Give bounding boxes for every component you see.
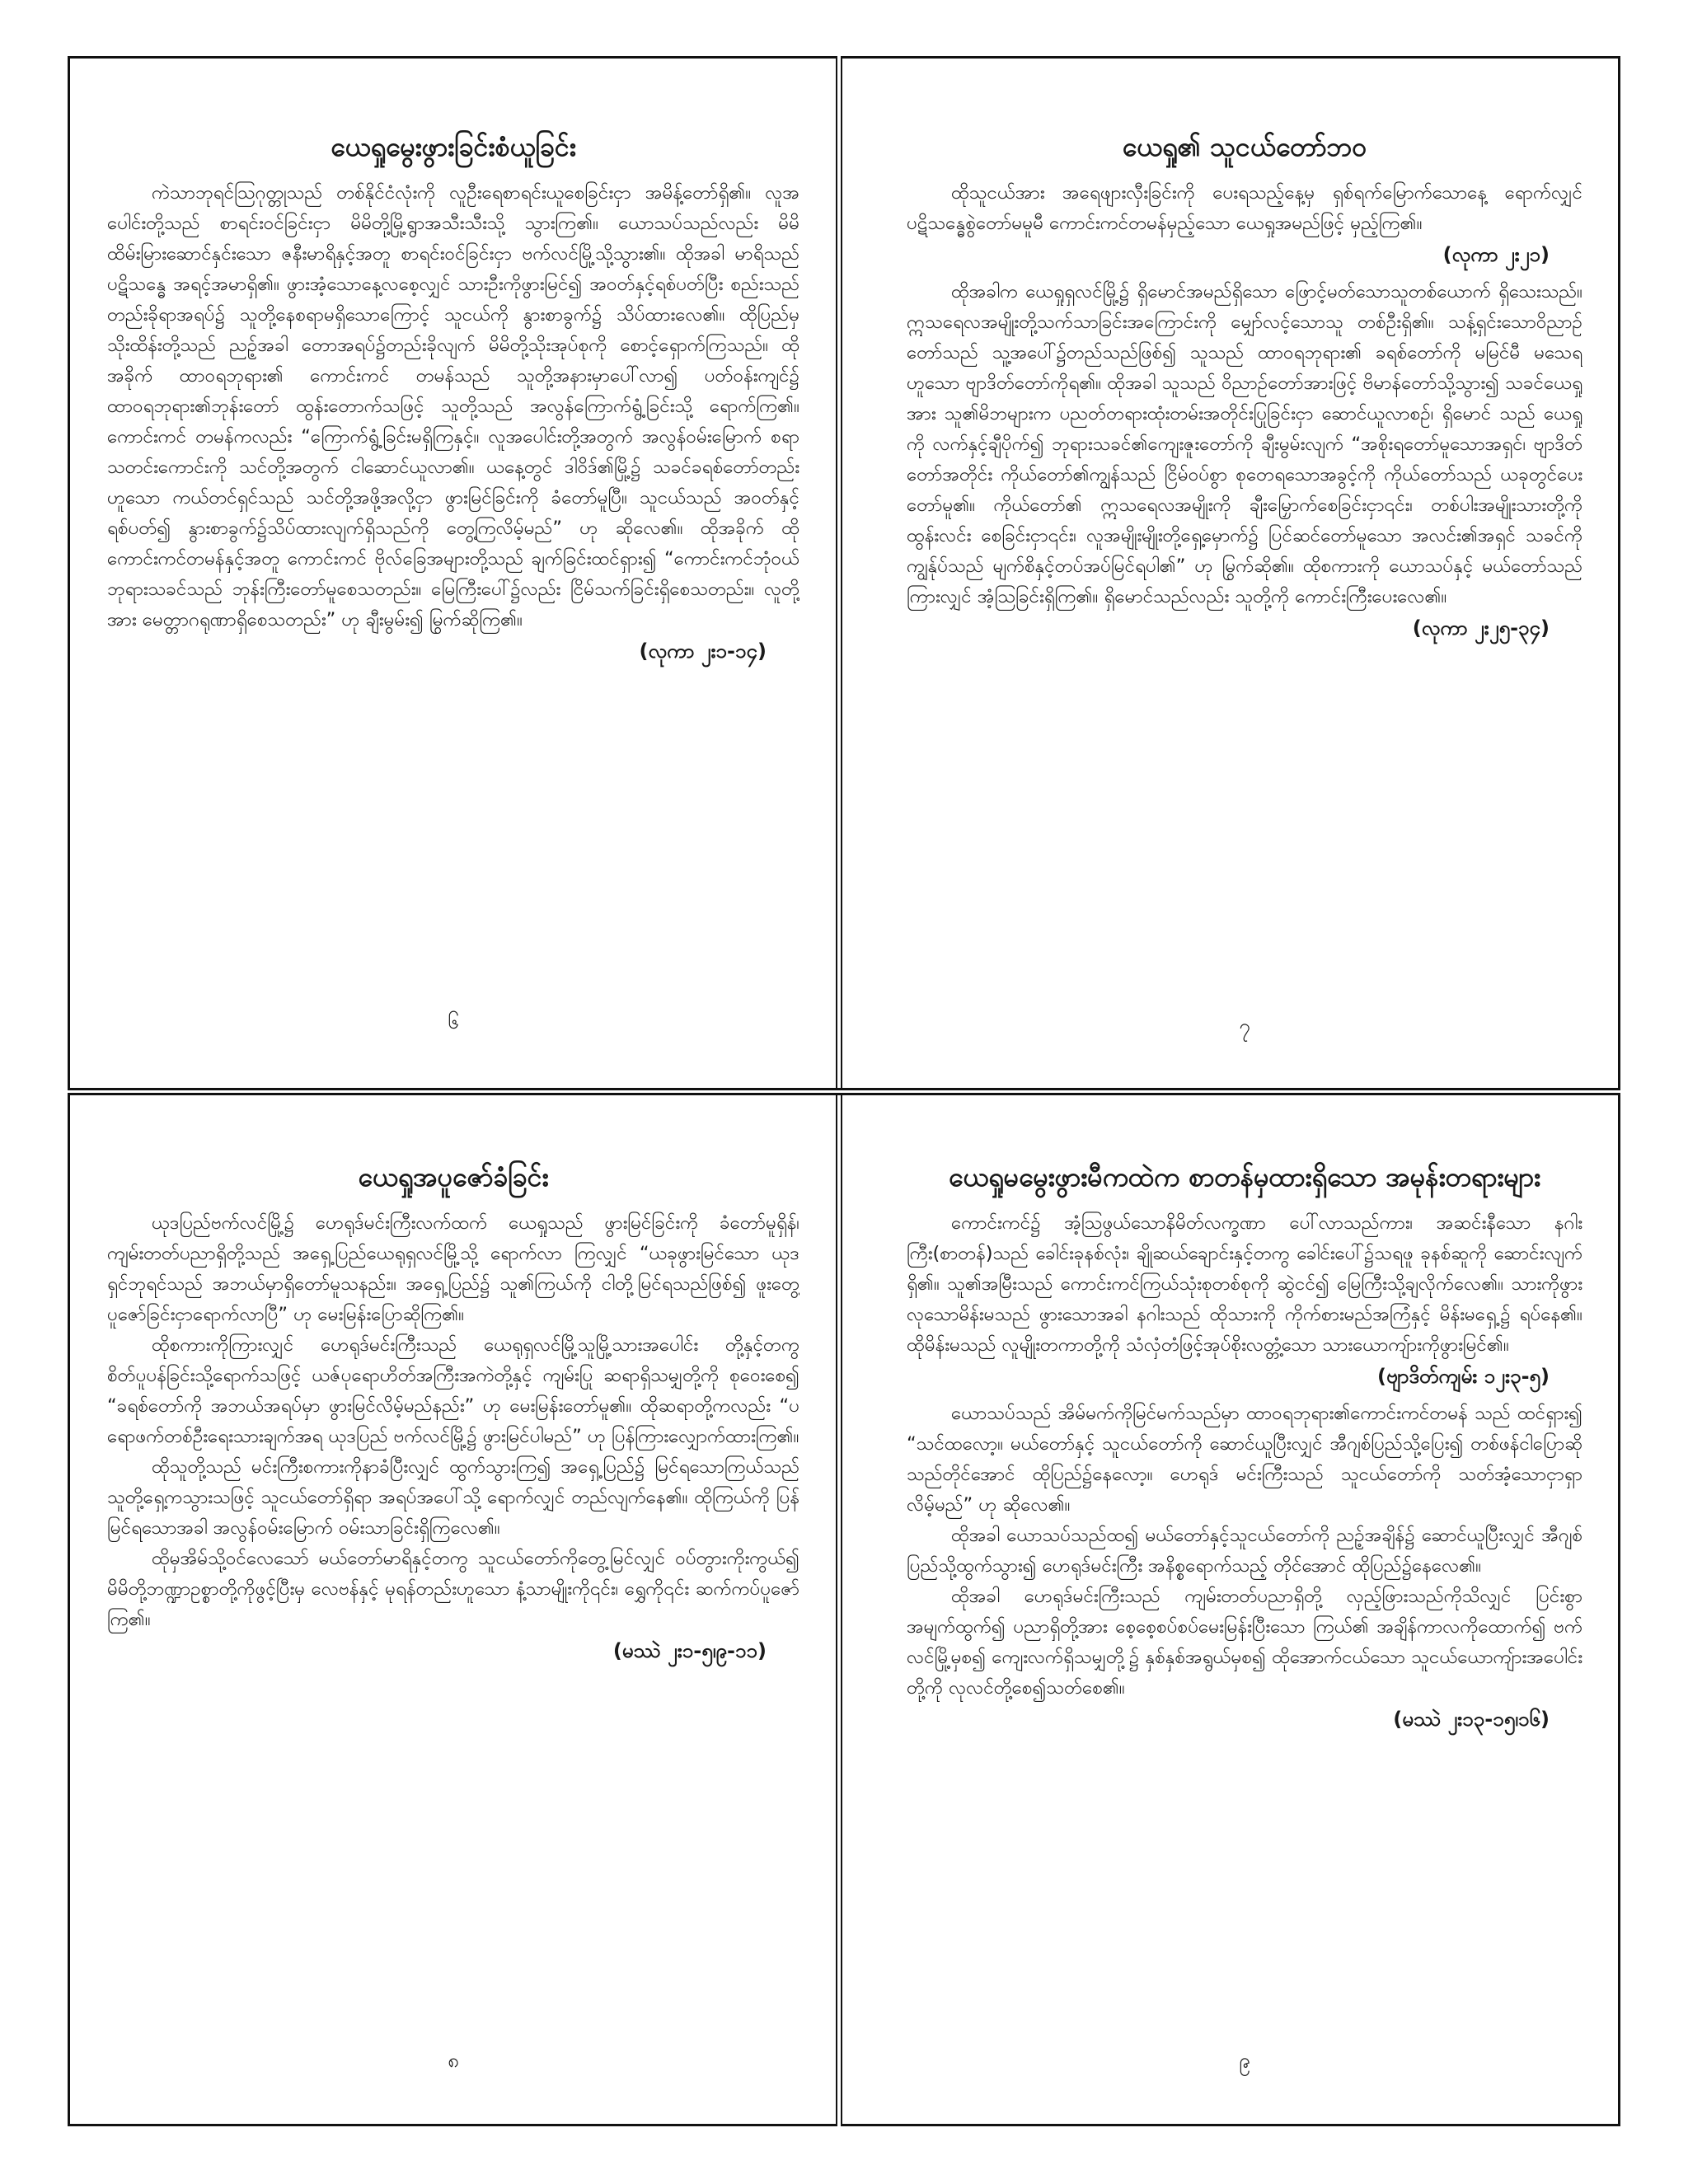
page-number: ၇: [1239, 1015, 1250, 1038]
paragraph: ထိုအခါ ဟေရုဒ်မင်းကြီးသည် ကျမ်းတတ်ပညာရှိတို့ လှည့်ဖြားသည်ကိုသိလျှင် ပြင်းစွာအမျက်ထွက်၍ ပညာရှိတို့အား စေ့စေ့စပ်စပ်မေးမြန်းပြီးသော ကြယ်၏ အချိန်ကာလကိုထောက်၍ ဗက်လင်မြို့မှစ၍ ကျေးလက်ရှိသမျှတို့၌ နှစ်နှစ်အရွယ်မှစ၍ ထိုအောက်ငယ်သော သူငယ်ယောကျ်ားအပေါင်းတို့ကို လုလင်တို့စေ၍သတ်စေ၏။: [907, 1586, 1582, 1699]
page-bottom-right: [907, 1154, 1582, 2102]
page-top-left: [107, 124, 799, 1063]
page-number: ၉: [1239, 2049, 1250, 2072]
page-bottom-left: [107, 1154, 799, 2102]
page-title: ယေရှုအပူဇော်ခံခြင်း: [358, 1161, 549, 1193]
page-number: ၈: [448, 2049, 459, 2072]
paragraph: ထိုစကားကိုကြားလျှင် ဟေရုဒ်မင်းကြီးသည် ယေရုရှလင်မြို့သူမြို့သားအပေါင်း တို့နှင့်တကွ စိတ်ပူပန်ခြင်းသို့ရောက်သဖြင့် ယဇ်ပုရောဟိတ်အကြီးအကဲတို့နှင့် ကျမ်းပြု ဆရာရှိသမျှတို့ကို စုဝေးစေ၍ “ခရစ်တော်ကို အဘယ်အရပ်မှာ ဖွားမြင်လိမ့်မည်နည်း” ဟု မေးမြန်းတော်မူ၏။ ထိုဆရာတို့ကလည်း “ပရောဖက်တစ်ဦးရေးသားချက်အရ ယုဒပြည် ဗက်လင်မြို့၌ ဖွားမြင်ပါမည်” ဟု ပြန်ကြားလျှောက်ထားကြ၏။: [107, 1334, 799, 1447]
horizontal-divider: [68, 1088, 1620, 1095]
paragraph: ယောသပ်သည် အိမ်မက်ကိုမြင်မက်သည်မှာ ထာဝရဘုရား၏ကောင်းကင်တမန် သည် ထင်ရှား၍ “သင်ထလော့။ မယ်တော်နှင့် သူငယ်တော်ကို ဆောင်ယူပြီးလျှင် အီဂျစ်ပြည်သို့ပြေး၍ တစ်ဖန်ငါပြောဆိုသည်တိုင်အောင် ထိုပြည်၌နေလော့။ ဟေရုဒ် မင်းကြီးသည် သူငယ်တော်ကို သတ်အံ့သောငှာရှာလိမ့်မည်” ဟု ဆိုလေ၏။: [907, 1403, 1582, 1516]
paragraph: ကောင်းကင်၌ အံ့ဩဖွယ်သောနိမိတ်လက္ခဏာ ပေါ်လာသည်ကား၊ အဆင်းနီသော နဂါးကြီး(စာတန်)သည် ခေါင်းခုနစ်လုံး၊ ချိုဆယ်ချောင်းနှင့်တကွ ခေါင်းပေါ်၌သရဖူ ခုနစ်ဆူကို ဆောင်းလျက်ရှိ၏။ သူ၏အမြီးသည် ကောင်းကင်ကြယ်သုံးစုတစ်စုကို ဆွဲငင်၍ မြေကြီးသို့ချလိုက်လေ၏။ သားကိုဖွားလုသောမိန်းမသည် ဖွားသောအခါ နဂါးသည် ထိုသားကို ကိုက်စားမည်အကြံနှင့် မိန်းမရှေ့၌ ရပ်နေ၏။ ထိုမိန်းမသည် လူမျိုးတကာတို့ကို သံလှံတံဖြင့်အုပ်စိုးလတ္တံ့သော သားယောကျ်ားကိုဖွားမြင်၏။: [907, 1212, 1582, 1356]
page-title: ယေရှုမမွေးဖွားမီကထဲက စာတန်မှထားရှိသော အမုန်းတရားများ: [948, 1161, 1541, 1193]
scripture-reference: (လုကာ ၂း၁-၁၄): [639, 640, 767, 663]
paragraph: ထိုအခါ ယောသပ်သည်ထ၍ မယ်တော်နှင့်သူငယ်တော်ကို ညဥ့်အချိန်၌ ဆောင်ယူပြီးလျှင် အီဂျစ်ပြည်သို့ထွက်သွား၍ ဟေရုဒ်မင်းကြီး အနိစ္စရောက်သည့် တိုင်အောင် ထိုပြည်၌နေလေ၏။: [907, 1525, 1582, 1577]
scripture-reference: (မဿဲ ၂း၁-၅၊၉-၁၁): [612, 1639, 767, 1662]
page-title: ယေရှုမွေးဖွားခြင်းစံယူခြင်း: [331, 131, 576, 162]
paragraph: ကဲသာဘုရင်ဩဂုတ္တုသည် တစ်နိုင်ငံလုံးကို လူဦးရေစာရင်းယူစေခြင်းငှာ အမိန့်တော်ရှိ၏။ လူအပေါင်းတို့သည် စာရင်းဝင်ခြင်းငှာ မိမိတို့မြို့ရွာအသီးသီးသို့ သွားကြ၏။ ယောသပ်သည်လည်း မိမိထိမ်းမြားဆောင်နှင်းသော ဇနီးမာရိနှင့်အတူ စာရင်းဝင်ခြင်းငှာ ဗက်လင်မြို့သို့သွား၏။ ထိုအခါ မာရိသည် ပဋိသန္ဓေ အရင့်အမာရှိ၏။ ဖွားအံ့သောနေ့လစေ့လျှင် သားဦးကိုဖွားမြင်၍ အဝတ်နှင့်ရစ်ပတ်ပြီး စည်းသည်တည်းခိုရာအရပ်၌ သူတို့နေစရာမရှိသောကြောင့် သူငယ်ကို နွားစာခွက်၌ သိပ်ထားလေ၏။ ထိုပြည်မှသိုးထိန်းတို့သည် ညဥ့်အခါ တောအရပ်၌တည်းခိုလျက် မိမိတို့သိုးအုပ်စုကို စောင့်ရှောက်ကြသည်။ ထိုအခိုက် ထာဝရဘုရား၏ ကောင်းကင် တမန်သည် သူတို့အနားမှာပေါ်လာ၍ ပတ်ဝန်းကျင်၌ ထာဝရဘုရား၏ဘုန်းတော် ထွန်းတောက်သဖြင့် သူတို့သည် အလွန်ကြောက်ရွံ့ခြင်းသို့ ရောက်ကြ၏။ ကောင်းကင် တမန်ကလည်း “ကြောက်ရွံ့ခြင်းမရှိကြနှင့်။ လူအပေါင်းတို့အတွက် အလွန်ဝမ်းမြောက် စရာသတင်းကောင်းကို သင်တို့အတွက် ငါဆောင်ယူလာ၏။ ယနေ့တွင် ဒါဝိဒ်၏မြို့၌ သခင်ခရစ်တော်တည်းဟူသော ကယ်တင်ရှင်သည် သင်တို့အဖို့အလို့ငှာ ဖွားမြင်ခြင်းကို ခံတော်မူပြီ။ သူငယ်သည် အဝတ်နှင့်ရစ်ပတ်၍ နွားစာခွက်၌သိပ်ထားလျက်ရှိသည်ကို တွေ့ကြလိမ့်မည်” ဟု ဆိုလေ၏။ ထိုအခိုက် ထိုကောင်းကင်တမန်နှင့်အတူ ကောင်းကင် ဗိုလ်ခြေအများတို့သည် ချက်ခြင်းထင်ရှား၍ “ကောင်းကင်ဘုံဝယ် ဘုရားသခင်သည် ဘုန်းကြီးတော်မူစေသတည်း။ မြေကြီးပေါ်၌လည်း ငြိမ်သက်ခြင်းရှိစေသတည်း။ လူတို့အား မေတ္တာဂရုဏာရှိစေသတည်း” ဟု ချီးမွမ်း၍ မြွက်ဆိုကြ၏။: [107, 182, 799, 630]
page-number: ၆: [448, 1010, 459, 1033]
paragraph: ထိုသူငယ်အား အရေဖျားလှီးခြင်းကို ပေးရသည့်နေ့မှ ရှစ်ရက်မြောက်သောနေ့ ရောက်လျှင် ပဋိသန္ဓေစွဲတော်မမူမီ ကောင်းကင်တမန်မှည့်သော ယေရှုအမည်ဖြင့် မှည့်ကြ၏။: [907, 182, 1582, 234]
scripture-reference: (လုကာ ၂း၂၁): [1442, 243, 1550, 266]
scripture-reference: (လုကာ ၂း၂၅-၃၄): [1412, 616, 1550, 640]
paragraph: ထိုသူတို့သည် မင်းကြီးစကားကိုနာခံပြီးလျှင် ထွက်သွားကြ၍ အရှေ့ပြည်၌ မြင်ရသောကြယ်သည် သူတို့ရှေ့ကသွားသဖြင့် သူငယ်တော်ရှိရာ အရပ်အပေါ်သို့ ရောက်လျှင် တည်လျက်နေ၏။ ထိုကြယ်ကို ပြန်မြင်ရသောအခါ အလွန်ဝမ်းမြောက် ဝမ်းသာခြင်းရှိကြလေ၏။: [107, 1456, 799, 1539]
paragraph: ထိုအခါက ယေရှုရှလင်မြို့၌ ရှိမောင်အမည်ရှိသော ဖြောင့်မတ်သောသူတစ်ယောက် ရှိသေးသည်။ ဣသရေလအမျိုးတို့သက်သာခြင်းအကြောင်းကို မျှော်လင့်သောသူ တစ်ဦးရှိ၏။ သန့်ရှင်းသောဝိညာဉ်တော်သည် သူ့အပေါ်၌တည်သည်ဖြစ်၍ သူသည် ထာဝရဘုရား၏ ခရစ်တော်ကို မမြင်မီ မသေရ ဟူသော ဗျာဒိတ်တော်ကိုရ၏။ ထိုအခါ သူသည် ဝိညာဉ်တော်အားဖြင့် ဗိမာန်တော်သို့သွား၍ သခင်ယေရှုအား သူ၏မိဘများက ပညတ်တရားထုံးတမ်းအတိုင်းပြုခြင်းငှာ ဆောင်ယူလာစဉ်၊ ရှိမောင် သည် ယေရှုကို လက်နှင့်ချီပိုက်၍ ဘုရားသခင်၏ကျေးဇူးတော်ကို ချီးမွမ်းလျက် “အစိုးရတော်မူသောအရှင်၊ ဗျာဒိတ်တော်အတိုင်း ကိုယ်တော်၏ကျွန်သည် ငြိမ်ဝပ်စွာ စုတေရသောအခွင့်ကို ကိုယ်တော်သည် ယခုတွင်ပေးတော်မူ၏။ ကိုယ်တော်၏ ဣသရေလအမျိုးကို ချီးမြှောက်စေခြင်းငှာ၎င်း၊ တစ်ပါးအမျိုးသားတို့ကို ထွန်းလင်း စေခြင်းငှာ၎င်း၊ လူအမျိုးမျိုးတို့ရှေ့မှောက်၌ ပြင်ဆင်တော်မူသော အလင်း၏အရှင် သခင်ကို ကျွန်ုပ်သည် မျက်စိနှင့်တပ်အပ်မြင်ရပါ၏” ဟု မြွက်ဆို၏။ ထိုစကားကို ယောသပ်နှင့် မယ်တော်သည်ကြားလျှင် အံ့သြခြင်းရှိကြ၏။ ရှိမောင်သည်လည်း သူတို့ကို ကောင်းကြီးပေးလေ၏။: [907, 281, 1582, 607]
page-title: ယေရှု၏ သူငယ်တော်ဘဝ: [1122, 131, 1367, 162]
scripture-reference: (ဗျာဒိတ်ကျမ်း ၁၂း၃-၅): [1377, 1365, 1550, 1388]
page-top-right: [907, 124, 1582, 1063]
paragraph: ယုဒပြည်ဗက်လင်မြို့၌ ဟေရုဒ်မင်းကြီးလက်ထက် ယေရှုသည် ဖွားမြင်ခြင်းကို ခံတော်မူရှိန်၊ ကျမ်းတတ်ပညာရှိတို့သည် အရှေ့ပြည်ယေရုရှလင်မြို့သို့ ရောက်လာ ကြလျှင် “ယခုဖွားမြင်သော ယုဒရှင်ဘုရင်သည် အဘယ်မှာရှိတော်မူသနည်း။ အရှေ့ပြည်၌ သူ၏ကြယ်ကို ငါတို့မြင်ရသည်ဖြစ်၍ ဖူးတွေ့ပူဇော်ခြင်းငှာရောက်လာပြီ” ဟု မေးမြန်းပြောဆိုကြ၏။: [107, 1212, 799, 1325]
scripture-reference: (မဿဲ ၂း၁၃-၁၅၊၁၆): [1393, 1708, 1550, 1731]
paragraph: ထိုမှအိမ်သို့ဝင်လေသော် မယ်တော်မာရိနှင့်တကွ သူငယ်တော်ကိုတွေ့မြင်လျှင် ဝပ်တွားကိုးကွယ်၍ မိမိတို့ဘဏ္ဍာဥစ္စာတို့ကိုဖွင့်ပြီးမှ လေဗန်နှင့် မုရန်တည်းဟူသော နံ့သာမျိုးကို၎င်း၊ ရွှေကို၎င်း ဆက်ကပ်ပူဇော်ကြ၏။: [107, 1548, 799, 1630]
